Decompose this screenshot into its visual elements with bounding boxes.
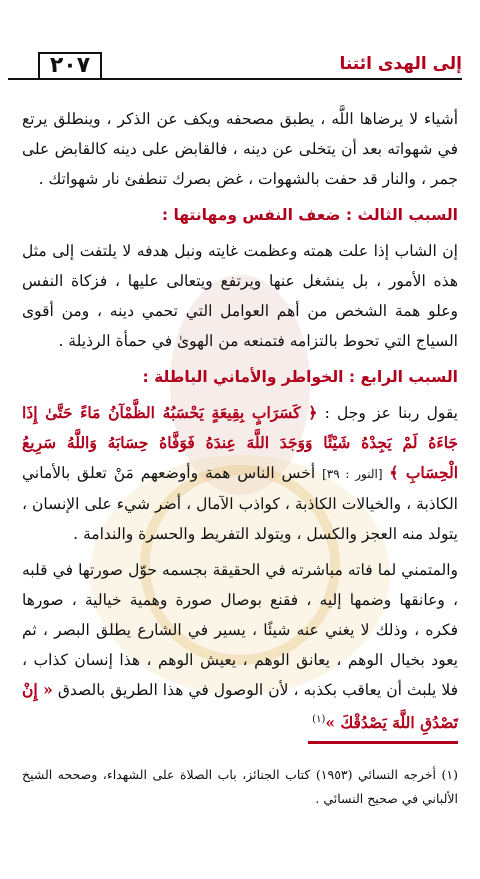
paragraph-4-text: والمتمني لما فاته مباشرته في الحقيقة بجسمه حوّل صورتها في قلبه ، وعانقها وضمها إليه ، فقنع بوصال صورة وهمية خيالية ، صورها فكره ، وذلك لا يغني عنه شيئًا ، يسير في الشارع يطلق البصر ، ثم يعود بخيال الوهم ، يعانق الوهم ، يعيش الوهم ، هذا إنسان كذاب ، فلا يلبث أن يعاقب بكذبه ، لأن الوصول في هذا الطريق بالصدق	[22, 561, 458, 699]
paragraph-3	[22, 398, 458, 549]
verse-intro: يقول ربنا عز وجل :	[324, 404, 458, 422]
paragraph-4	[22, 555, 458, 738]
page-header	[8, 52, 462, 82]
footnote-marker: (١)	[312, 714, 326, 725]
section-heading-3: السبب الثالث : ضعف النفس ومهانتها :	[161, 206, 458, 224]
hadith-quote: « إِنْ تَصْدُقِ اللَّهَ يَصْدُقْكَ »	[22, 680, 458, 733]
section-heading-4: السبب الرابع : الخواطر والأماني الباطلة :	[142, 368, 458, 386]
quran-verse: ﴿ كَسَرَابٍ بِقِيعَةٍ يَحْسَبُهُ الظَّمْآنُ مَاءً حَتَّىٰ إِذَا جَاءَهُ لَمْ يَجِدْهُ شَيْئًا وَوَجَدَ اللَّهَ عِندَهُ فَوَفَّاهُ حِسَابَهُ وَاللَّهُ سَرِيعُ الْحِسَابِ ﴾	[22, 403, 459, 482]
verse-reference: [النور : ٣٩]	[322, 467, 383, 481]
running-title: إلى الهدى ائتنا	[339, 54, 462, 74]
main-text	[22, 104, 458, 744]
page-number: ٢٠٧	[38, 52, 102, 78]
paragraph-1: أشياء لا يرضاها اللَّه ، يطبق مصحفه ويكف عن الذكر ، وينطلق يرتع في شهواته بعد أن يتخلى عن دينه ، فالقابض على دينه كالقابض على جمر ، والنار قد حفت بالشهوات ، غض بصرك تنطفئ نار شهواتك .	[22, 110, 458, 188]
footnote: (١) أخرجه النسائي (١٩٥٣) كتاب الجنائز، باب الصلاة على الشهداء، وصححه الشيخ الألباني في صحيح النسائي .	[22, 767, 458, 806]
paragraph-3-text: أخس الناس همة وأوضعهم مَنْ تعلق بالأماني الكاذبة ، والخيالات الكاذبة ، كواذب الآمال ، أضر شيء على الإنسان ، يتولد منه العجز والكسل ، ويتولد التفريط والحسرة والندامة .	[22, 464, 458, 543]
footnote-separator	[308, 741, 458, 744]
header-rule	[8, 78, 462, 80]
paragraph-2: إن الشاب إذا علت همته وعظمت غايته ونبل هدفه لا يلتفت إلى مثل هذه الأمور ، بل ينشغل عنها ويرتفع ويتعالى عليها ، فزكاة النفس وعلو همة الشخص من أهم العوامل التي تحمي دينه ، ومن أقوى السياج التي تحوط بالتزامه فتمنعه من الهوىٰ في حمأة الرذيلة .	[22, 242, 458, 350]
